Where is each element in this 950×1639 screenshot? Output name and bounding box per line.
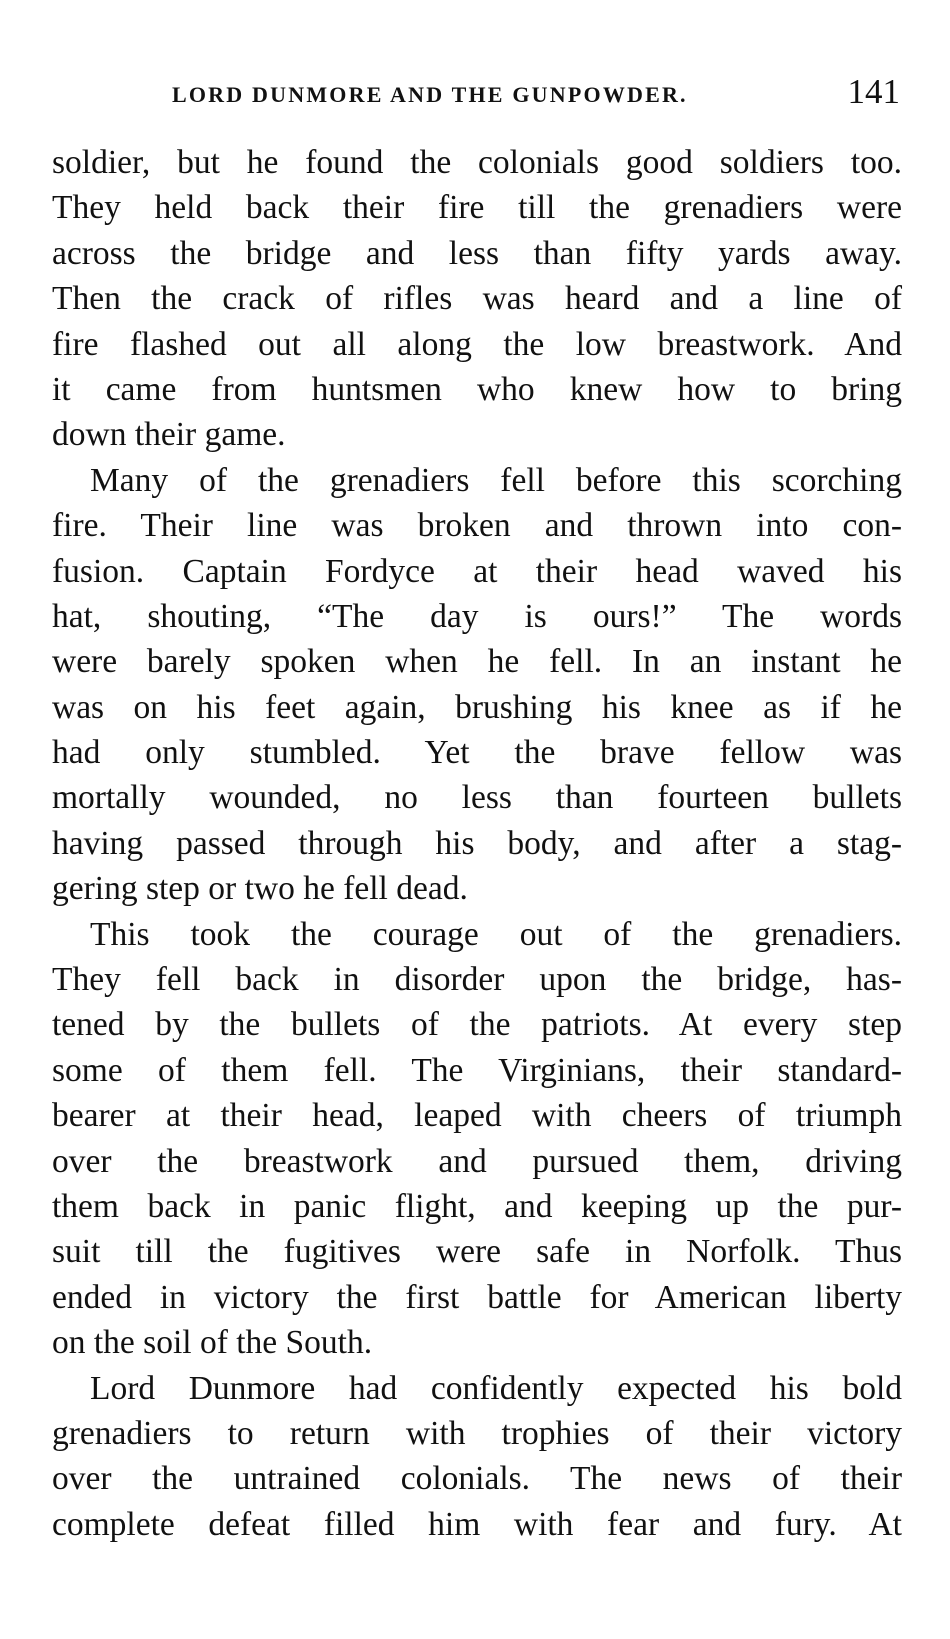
- text-line: gering step or two he fell dead.: [52, 870, 468, 908]
- text-line: some of them fell. The Virginians, their standard-: [52, 1051, 902, 1089]
- text-line: bearer at their head, leaped with cheers of triumph: [52, 1097, 902, 1135]
- text-line: complete defeat filled him with fear and fury. At: [52, 1505, 902, 1543]
- text-line: over the untrained colonials. The news of their: [52, 1460, 902, 1498]
- text-line: on the soil of the South.: [52, 1324, 373, 1362]
- paragraph-1: [52, 140, 902, 458]
- text-line: fire. Their line was broken and thrown into con-: [52, 507, 902, 545]
- paragraph-3: [52, 912, 902, 1366]
- text-line: them back in panic flight, and keeping up the pur-: [52, 1187, 902, 1225]
- text-line: This took the courage out of the grenadiers.: [90, 915, 902, 953]
- text-line: tened by the bullets of the patriots. At every step: [52, 1006, 902, 1044]
- running-header: [52, 72, 900, 116]
- text-line: having passed through his body, and after a stag-: [52, 824, 902, 862]
- paragraph-2: [52, 458, 902, 912]
- text-line: down their game.: [52, 416, 286, 454]
- text-line: They held back their fire till the grenadiers were: [52, 189, 902, 227]
- paragraph-4: [52, 1366, 902, 1548]
- text-line: over the breastwork and pursued them, driving: [52, 1142, 902, 1180]
- text-line: it came from huntsmen who knew how to bring: [52, 370, 902, 408]
- text-line: suit till the fugitives were safe in Norfolk. Thus: [52, 1233, 902, 1271]
- text-line: hat, shouting, “The day is ours!” The words: [52, 597, 902, 635]
- text-line: were barely spoken when he fell. In an instant he: [52, 643, 902, 681]
- body-text: [52, 140, 902, 1547]
- text-line: ended in victory the first battle for American liberty: [52, 1278, 902, 1316]
- text-line: Lord Dunmore had confidently expected his bold: [90, 1369, 902, 1407]
- text-line: grenadiers to return with trophies of their victory: [52, 1414, 902, 1452]
- text-line: Then the crack of rifles was heard and a line of: [52, 280, 902, 318]
- page-number: 141: [847, 72, 900, 111]
- text-line: mortally wounded, no less than fourteen bullets: [52, 779, 902, 817]
- text-line: fusion. Captain Fordyce at their head waved his: [52, 552, 902, 590]
- text-line: fire flashed out all along the low breastwork. And: [52, 325, 902, 363]
- text-line: was on his feet again, brushing his knee as if he: [52, 688, 902, 726]
- text-line: Many of the grenadiers fell before this scorching: [90, 461, 902, 499]
- text-line: soldier, but he found the colonials good soldiers too.: [52, 144, 902, 181]
- text-line: They fell back in disorder upon the bridge, has-: [52, 961, 902, 999]
- text-line: had only stumbled. Yet the brave fellow was: [52, 734, 902, 772]
- running-title: LORD DUNMORE AND THE GUNPOWDER.: [172, 82, 688, 107]
- text-line: across the bridge and less than fifty yards away.: [52, 234, 902, 272]
